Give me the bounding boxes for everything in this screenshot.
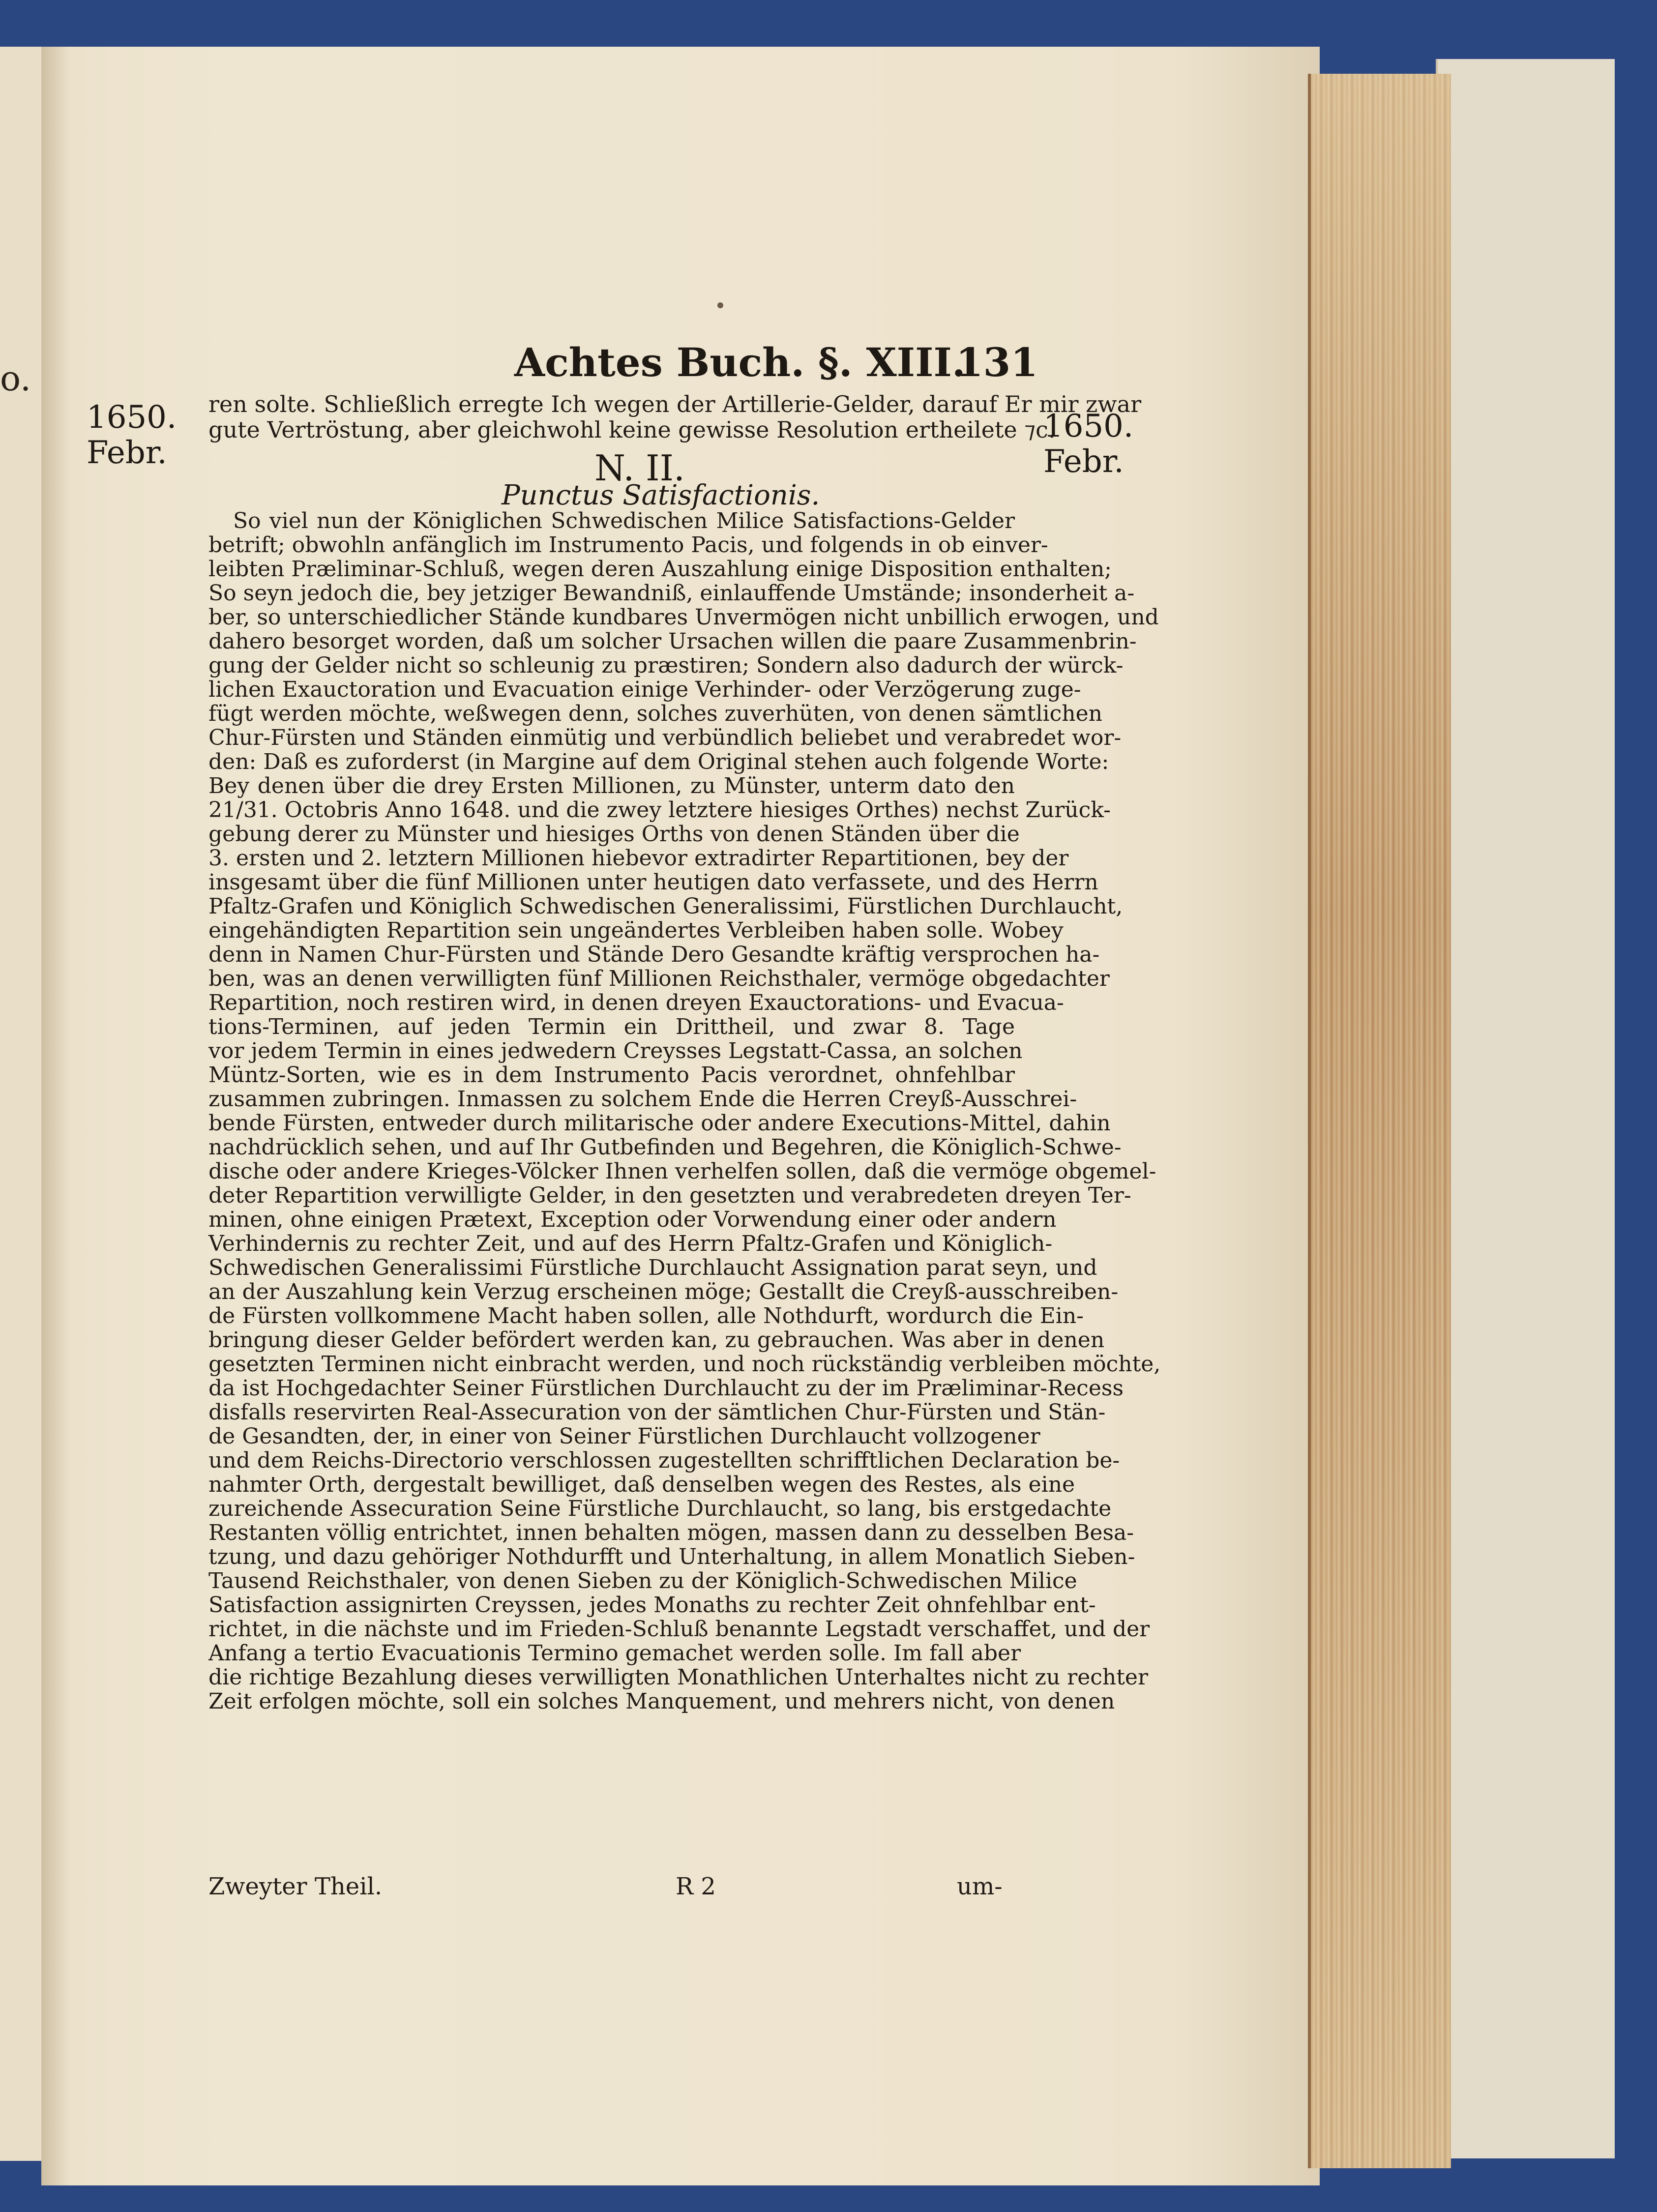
body-line: nachdrücklich sehen, und auf Ihr Gutbefinden und Begehren, die Königlich-Schwe-: [208, 1135, 1122, 1160]
body-line: nahmter Orth, dergestalt bewilliget, daß denselben wegen des Restes, als eine: [208, 1472, 1075, 1497]
body-line: dahero besorget worden, daß um solcher Ursachen willen die paare Zusammenbrin-: [208, 629, 1137, 654]
body-line: minen, ohne einigen Prætext, Exception oder Vorwendung einer oder andern: [208, 1207, 1057, 1232]
body-line: eingehändigten Repartition sein ungeändertes Verbleiben haben solle. Wobey: [208, 918, 1064, 943]
facing-page-fragment: o.: [0, 358, 31, 399]
margin-month: Febr.: [87, 435, 167, 471]
margin-month: Febr.: [1043, 443, 1124, 480]
body-line: da ist Hochgedachter Seiner Fürstlichen Durchlaucht zu der im Præliminar-Recess: [208, 1376, 1124, 1401]
catchword: um-: [957, 1873, 1003, 1900]
body-line: So viel nun der Königlichen Schwedischen Milice Satisfactions-Gelder: [233, 508, 1015, 533]
opening-line: ren solte. Schließlich erregte Ich wegen der Artillerie-Gelder, darauf Er mir zwar: [208, 391, 1142, 417]
body-line: vor jedem Termin in eines jedwedern Creysses Legstatt-Cassa, an solchen: [208, 1038, 1023, 1063]
margin-date-right: [1043, 409, 1133, 479]
margin-date-left: [87, 400, 177, 471]
page-title: Achtes Buch. §. XIII.: [514, 339, 966, 385]
body-line: Verhindernis zu rechter Zeit, und auf des Herrn Pfaltz-Grafen und Königlich-: [208, 1231, 1053, 1256]
body-line: insgesamt über die fünf Millionen unter heutigen dato verfassete, und des Herrn: [208, 870, 1098, 895]
body-line: dische oder andere Krieges-Völcker Ihnen verhelfen sollen, daß die vermöge obgemel-: [208, 1159, 1156, 1184]
page-edges: [1308, 74, 1451, 2168]
body-line: gebung derer zu Münster und hiesiges Orths von denen Ständen über die: [208, 822, 1020, 847]
body-line: gesetzten Terminen nicht einbracht werden, und noch rückständig verbleiben möchte,: [208, 1352, 1161, 1377]
body-line: leibten Præliminar-Schluß, wegen deren Auszahlung einige Disposition enthalten;: [208, 557, 1112, 582]
body-line: disfalls reservirten Real-Assecuration von der sämtlichen Chur-Fürsten und Stän-: [208, 1400, 1106, 1425]
body-line: Repartition, noch restiren wird, in denen dreyen Exauctorations- und Evacua-: [208, 990, 1064, 1015]
body-line: tzung, und dazu gehöriger Nothdurfft und Unterhaltung, in allem Monatlich Sieben-: [208, 1544, 1135, 1569]
body-line: Müntz-Sorten, wie es in dem Instrumento Pacis verordnet, ohnfehlbar: [208, 1062, 1015, 1088]
section-number: N. II.: [594, 447, 685, 489]
opening-line: gute Vertröstung, aber gleichwohl keine gewisse Resolution ertheilete ⁊c.: [208, 416, 1056, 443]
margin-year: 1650.: [87, 399, 177, 436]
body-line: 3. ersten und 2. letztern Millionen hiebevor extradirter Repartitionen, bey der: [208, 846, 1069, 871]
body-line: ber, so unterschiedlicher Stände kundbares Unvermögen nicht unbillich erwogen, und: [208, 605, 1159, 630]
body-line: deter Repartition verwilligte Gelder, in den gesetzten und verabredeten dreyen Ter-: [208, 1183, 1131, 1208]
section-heading: Punctus Satisfactionis.: [502, 479, 820, 511]
body-line: an der Auszahlung kein Verzug erscheinen möge; Gestallt die Creyß-ausschreiben-: [208, 1279, 1119, 1304]
body-line: zusammen zubringen. Inmassen zu solchem Ende die Herren Creyß-Ausschrei-: [208, 1087, 1077, 1112]
body-line: den: Daß es zuforderst (in Margine auf dem Original stehen auch folgende Worte:: [208, 749, 1109, 774]
book-cover-board: [1436, 59, 1615, 2158]
body-line: denn in Namen Chur-Fürsten und Stände Dero Gesandte kräftig versprochen ha-: [208, 942, 1100, 967]
paper-speck: [717, 302, 723, 308]
body-line: de Gesandten, der, in einer von Seiner Fürstlichen Durchlaucht vollzogener: [208, 1424, 1040, 1449]
body-line: Bey denen über die drey Ersten Millionen, zu Münster, unterm dato den: [208, 773, 1015, 798]
body-line: bringung dieser Gelder befördert werden kan, zu gebrauchen. Was aber in denen: [208, 1327, 1105, 1353]
body-line: zureichende Assecuration Seine Fürstliche Durchlaucht, so lang, bis erstgedachte: [208, 1496, 1112, 1521]
running-header: [41, 339, 1320, 388]
body-line: Anfang a tertio Evacuationis Termino gemachet werden solle. Im fall aber: [208, 1641, 1021, 1666]
body-line: Chur-Fürsten und Ständen einmütig und verbündlich beliebet und verabredet wor-: [208, 725, 1122, 750]
body-line: bende Fürsten, entweder durch militarische oder andere Executions-Mittel, dahin: [208, 1111, 1111, 1136]
body-line: lichen Exauctoration und Evacuation einige Verhinder- oder Verzögerung zuge-: [208, 677, 1081, 702]
body-text: [208, 508, 1161, 1714]
body-line: Pfaltz-Grafen und Königlich Schwedischen Generalissimi, Fürstlichen Durchlaucht,: [208, 894, 1123, 919]
body-line: Restanten völlig entrichtet, innen behalten mögen, massen dann zu desselben Besa-: [208, 1520, 1134, 1545]
book-page: [41, 47, 1320, 2185]
body-line: die richtige Bezahlung dieses verwilligten Monathlichen Unterhaltes nicht zu rechter: [208, 1665, 1148, 1690]
margin-year: 1650.: [1043, 408, 1134, 444]
body-line: Schwedischen Generalissimi Fürstliche Durchlaucht Assignation parat seyn, und: [208, 1255, 1097, 1280]
body-line: Zeit erfolgen möchte, soll ein solches Manquement, und mehrers nicht, von denen: [208, 1689, 1115, 1714]
body-line: de Fürsten vollkommene Macht haben sollen, alle Nothdurft, wordurch die Ein-: [208, 1303, 1084, 1328]
body-line: Tausend Reichsthaler, von denen Sieben zu der Königlich-Schwedischen Milice: [208, 1568, 1077, 1593]
body-line: richtet, in die nächste und im Frieden-Schluß benannte Legstadt verschaffet, und der: [208, 1617, 1150, 1642]
body-line: Satisfaction assignirten Creyssen, jedes Monaths zu rechter Zeit ohnfehlbar ent-: [208, 1593, 1096, 1618]
signature-mark: R 2: [676, 1873, 716, 1900]
facing-page-edge: [0, 47, 43, 2161]
body-line: So seyn jedoch die, bey jetziger Bewandniß, einlauffende Umstände; insonderheit a-: [208, 581, 1135, 606]
body-line: fügt werden möchte, weßwegen denn, solches zuverhüten, von denen sämtlichen: [208, 701, 1102, 726]
body-line: 21/31. Octobris Anno 1648. und die zwey letztere hiesiges Orthes) nechst Zurück-: [208, 797, 1111, 823]
body-line: tions-Terminen, auf jeden Termin ein Drittheil, und zwar 8. Tage: [208, 1014, 1015, 1039]
body-line: ben, was an denen verwilligten fünf Millionen Reichsthaler, vermöge obgedachter: [208, 966, 1110, 991]
page-number: 131: [956, 339, 1038, 385]
volume-signature: Zweyter Theil.: [208, 1873, 383, 1900]
body-line: und dem Reichs-Directorio verschlossen zugestellten schrifftlichen Declaration be-: [208, 1448, 1120, 1473]
body-line: betrift; obwohln anfänglich im Instrumento Pacis, und folgends in ob einver-: [208, 532, 1048, 558]
body-line: gung der Gelder nicht so schleunig zu præstiren; Sondern also dadurch der würck-: [208, 653, 1124, 678]
